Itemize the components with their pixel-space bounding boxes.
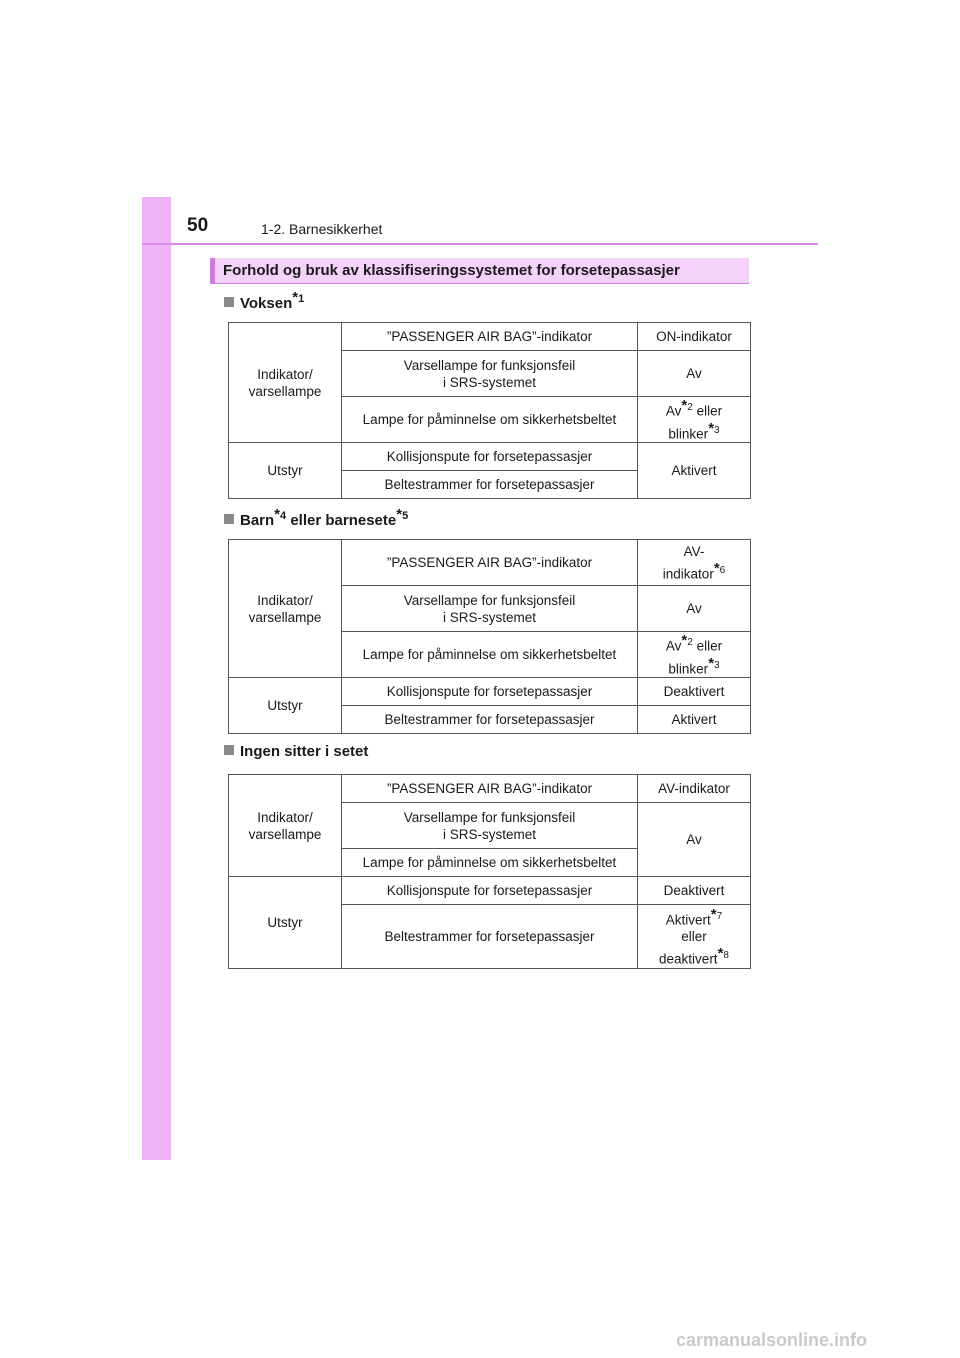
cell-malfunction: Varsellampe for funksjonsfeil i SRS-systemet [342,351,638,397]
cell-value: Av [638,586,751,632]
table-child [228,539,751,734]
bullet-square-icon [224,297,234,307]
cell-value: AV-indikator [638,775,751,803]
cell-pretensioner: Beltestrammer for forsetepassasjer [342,471,638,499]
table-row [229,443,751,471]
cell-value: Aktivert [638,443,751,499]
cell-malfunction: Varsellampe for funksjonsfeil i SRS-systemet [342,803,638,849]
row-label-indicator: Indikator/ varsellampe [229,323,342,443]
sidebar-tab [142,197,171,1160]
row-label-indicator: Indikator/ varsellampe [229,540,342,678]
heading-child: Barn$^{*4}$ eller barnesete$^{*5}$ [224,506,408,529]
bullet-square-icon [224,745,234,755]
row-label-indicator: Indikator/ varsellampe [229,775,342,877]
section-title: Forhold og bruk av klassifiseringssystemet for forsetepassasjer [210,258,749,284]
table-row [229,678,751,706]
header-rule [142,243,818,245]
table-row [229,323,751,351]
cell-pretensioner: Beltestrammer for forsetepassasjer [342,706,638,734]
cell-value: AV- indikator$^{*6}$ [638,540,751,586]
cell-value: Deaktivert [638,678,751,706]
cell-value: Av [638,351,751,397]
cell-airbag: Kollisjonspute for forsetepassasjer [342,877,638,905]
cell-airbag: Kollisjonspute for forsetepassasjer [342,443,638,471]
cell-passenger-airbag: ”PASSENGER AIR BAG”-indikator [342,540,638,586]
cell-value: Deaktivert [638,877,751,905]
table-row [229,540,751,586]
table-adult [228,322,751,499]
row-label-equipment: Utstyr [229,877,342,969]
table-row [229,877,751,905]
cell-malfunction: Varsellampe for funksjonsfeil i SRS-systemet [342,586,638,632]
cell-value: Av$^{*2}$ eller blinker$^{*3}$ [638,397,751,443]
bullet-square-icon [224,514,234,524]
cell-passenger-airbag: ”PASSENGER AIR BAG”-indikator [342,323,638,351]
cell-pretensioner: Beltestrammer for forsetepassasjer [342,905,638,969]
footer-watermark: carmanualsonline.info [676,1330,868,1350]
cell-value: Av [638,803,751,877]
table-empty-seat [228,774,751,969]
cell-seatbelt-reminder: Lampe for påminnelse om sikkerhetsbeltet [342,632,638,678]
cell-passenger-airbag: ”PASSENGER AIR BAG”-indikator [342,775,638,803]
section-label: 1-2. Barnesikkerhet [261,221,383,237]
cell-value: ON-indikator [638,323,751,351]
table-row [229,775,751,803]
row-label-equipment: Utstyr [229,678,342,734]
row-label-equipment: Utstyr [229,443,342,499]
page-number: 50 [187,215,209,236]
cell-seatbelt-reminder: Lampe for påminnelse om sikkerhetsbeltet [342,397,638,443]
cell-value: Av$^{*2}$ eller blinker$^{*3}$ [638,632,751,678]
cell-seatbelt-reminder: Lampe for påminnelse om sikkerhetsbeltet [342,849,638,877]
cell-airbag: Kollisjonspute for forsetepassasjer [342,678,638,706]
heading-adult: Voksen$^{*1}$ [224,289,304,312]
heading-empty-seat: Ingen sitter i setet [224,743,368,760]
cell-value: Aktivert [638,706,751,734]
cell-value: Aktivert$^{*7}$ eller deaktivert$^{*8}$ [638,905,751,969]
